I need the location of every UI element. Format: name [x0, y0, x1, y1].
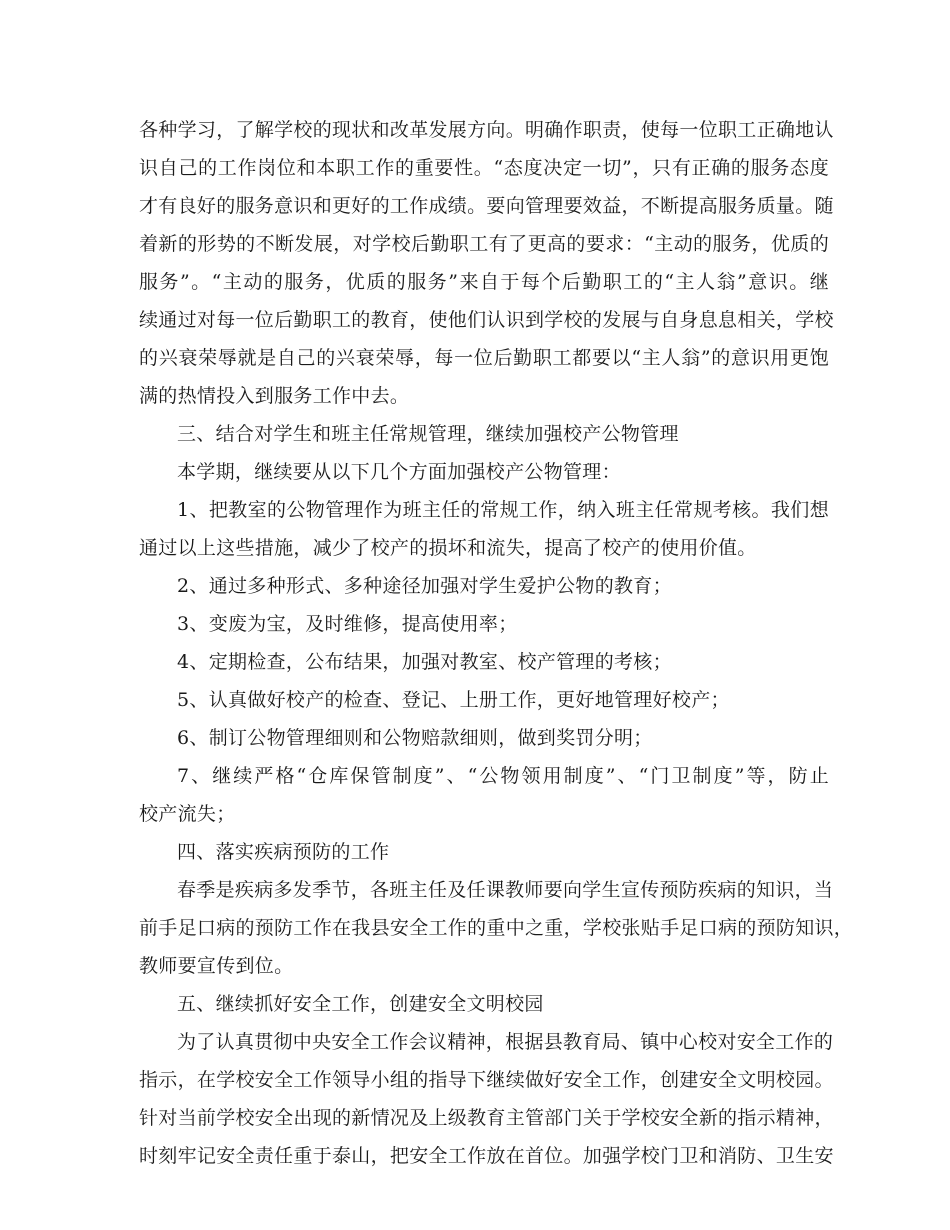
- list-item-7-continued: 校产流失；: [139, 803, 236, 825]
- paragraph-line: 着新的形势的不断发展，对学校后勤职工有了更高的要求：“主动的服务，优质的: [139, 233, 829, 255]
- paragraph-line: 教师要宣传到位。: [139, 955, 294, 977]
- paragraph-line: 本学期，继续要从以下几个方面加强校产公物管理：: [177, 461, 621, 483]
- paragraph-line: 时刻牢记安全责任重于泰山，把安全工作放在首位。加强学校门卫和消防、卫生安: [139, 1145, 834, 1167]
- list-item-7: 7、继续严格“仓库保管制度”、“公物领用制度”、“门卫制度”等，防止: [177, 765, 829, 787]
- section-heading-3: 三、结合对学生和班主任常规管理，继续加强校产公物管理: [177, 423, 679, 445]
- list-item-5: 5、认真做好校产的检查、登记、上册工作，更好地管理好校产；: [177, 689, 730, 711]
- paragraph-line: 续通过对每一位后勤职工的教育，使他们认识到学校的发展与自身息息相关，学校: [139, 309, 834, 331]
- paragraph-line: 针对当前学校安全出现的新情况及上级教育主管部门关于学校安全新的指示精神，: [139, 1107, 834, 1129]
- paragraph-line: 为了认真贯彻中央安全工作会议精神，根据县教育局、镇中心校对安全工作的: [177, 1031, 834, 1053]
- list-item-1-continued: 通过以上这些措施，减少了校产的损坏和流失，提高了校产的使用价值。: [139, 537, 757, 559]
- paragraph-line: 的兴衰荣辱就是自己的兴衰荣辱，每一位后勤职工都要以“主人翁”的意识用更饱: [139, 347, 829, 369]
- list-item-4: 4、定期检查，公布结果，加强对教室、校产管理的考核；: [177, 651, 672, 673]
- paragraph-line: 服务”。“主动的服务，优质的服务”来自于每个后勤职工的“主人翁”意识。继: [139, 271, 829, 293]
- paragraph-line: 识自己的工作岗位和本职工作的重要性。“态度决定一切”，只有正确的服务态度: [139, 157, 829, 179]
- list-item-1: 1、把教室的公物管理作为班主任的常规工作，纳入班主任常规考核。我们想: [177, 499, 829, 521]
- paragraph-line: 指示，在学校安全工作领导小组的指导下继续做好安全工作，创建安全文明校园。: [139, 1069, 834, 1091]
- list-item-2: 2、通过多种形式、多种途径加强对学生爱护公物的教育；: [177, 575, 672, 597]
- paragraph-line: 春季是疾病多发季节，各班主任及任课教师要向学生宣传预防疾病的知识，当: [177, 879, 834, 901]
- paragraph-line: 前手足口病的预防工作在我县安全工作的重中之重，学校张贴手足口病的预防知识，: [139, 917, 854, 939]
- paragraph-line: 各种学习，了解学校的现状和改革发展方向。明确作职责，使每一位职工正确地认: [139, 119, 834, 141]
- section-heading-4: 四、落实疾病预防的工作: [177, 841, 390, 863]
- section-heading-5: 五、继续抓好安全工作，创建安全文明校园: [177, 993, 544, 1015]
- paragraph-line: 才有良好的服务意识和更好的工作成绩。要向管理要效益，不断提高服务质量。随: [139, 195, 834, 217]
- list-item-6: 6、制订公物管理细则和公物赔款细则，做到奖罚分明；: [177, 727, 653, 749]
- paragraph-line: 满的热情投入到服务工作中去。: [139, 385, 410, 407]
- list-item-3: 3、变废为宝，及时维修，提高使用率；: [177, 613, 518, 635]
